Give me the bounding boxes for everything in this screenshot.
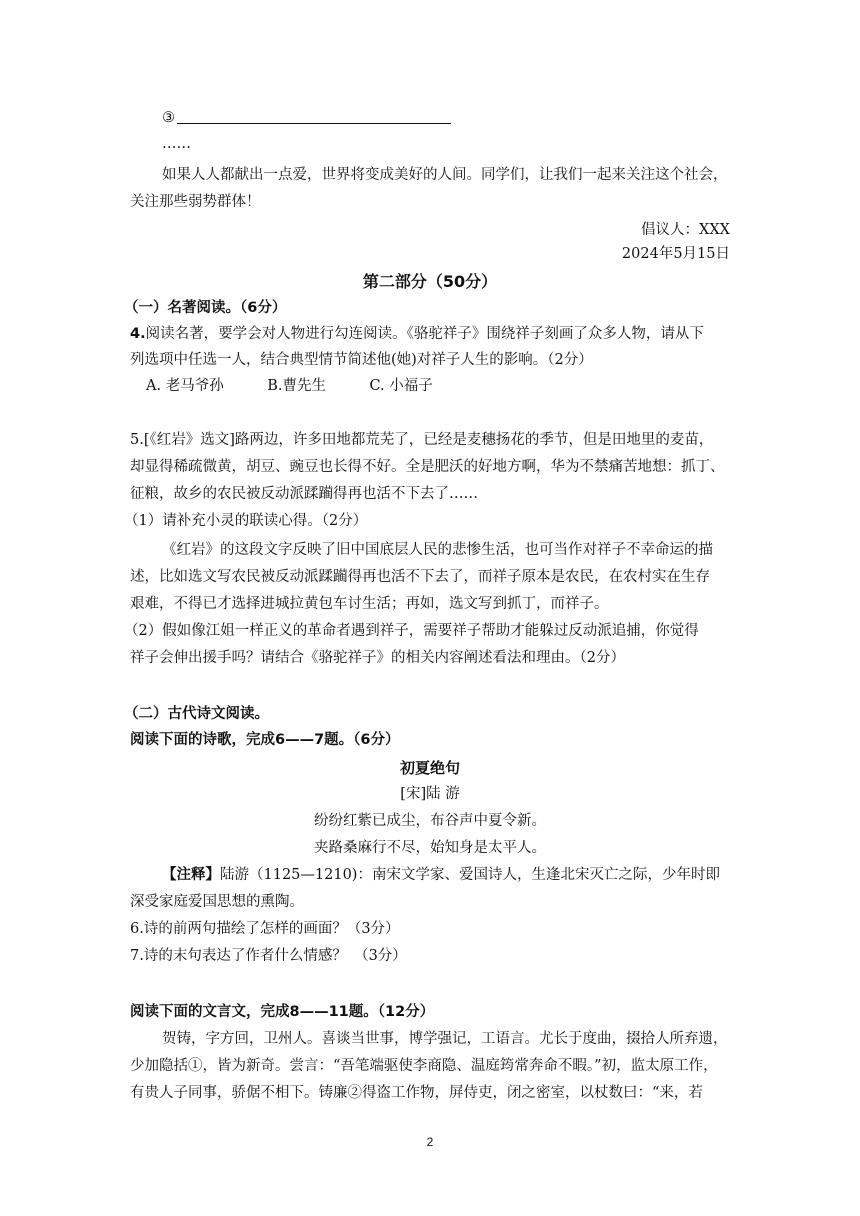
- poem-note-line: 深受家庭爱国思想的熏陶。: [130, 894, 304, 910]
- section-heading: （一）名著阅读。（6分）: [124, 300, 287, 316]
- paragraph-line: 如果人人都献出一点爱，世界将变成美好的人间。同学们，让我们一起来关注这个社会，: [162, 167, 728, 183]
- instruction: 阅读下面的诗歌，完成6——7题。（6分）: [130, 732, 400, 748]
- question-5-subquestion-1: （1）请补充小灵的联读心得。（2分）: [124, 513, 368, 529]
- question-4-options: A. 老马爷孙 B.曹先生 C. 小福子: [146, 378, 433, 394]
- classical-text-line: 贺铸，字方回，卫州人。喜谈当世事，博学强记，工语言。尤长于度曲，掇拾人所弃遗，: [162, 1031, 728, 1047]
- question-6: 6.诗的前两句描绘了怎样的画面？（3分）: [130, 921, 400, 937]
- item-marker: ③: [162, 110, 175, 126]
- note-text: 陆游（1125—1210)：南宋文学家、爱国诗人，生逢北宋灭亡之际，少年时即: [220, 867, 720, 883]
- question-5-line: 征粮，故乡的农民被反动派蹂躏得再也活不下去了……: [130, 486, 478, 502]
- instruction: 阅读下面的文言文，完成8——11题。（12分）: [130, 1004, 435, 1020]
- classical-text-line: 有贵人子同事，骄倨不相下。铸廉②得盗工作物，屏侍吏，闭之密室，以杖数曰：“来，若: [130, 1085, 703, 1101]
- poem-author: [宋]陆 游: [400, 786, 460, 802]
- proposer-signature: 倡议人：XXX: [641, 222, 730, 238]
- poem-line: 夹路桑麻行不尽，始知身是太平人。: [314, 840, 546, 856]
- proposal-date: 2024年5月15日: [621, 246, 730, 262]
- question-4-line: 列选项中任选一人，结合典型情节简述他(她)对祥子人生的影响。（2分）: [130, 352, 593, 368]
- paragraph-line: 关注那些弱势群体！: [130, 194, 261, 210]
- question-5-line: 5.[《红岩》选文]路两边，许多田地都荒芜了，已经是麦穗扬花的季节，但是田地里的麦苗，: [130, 432, 714, 448]
- part-heading: 第二部分（50分）: [362, 272, 498, 291]
- answer-line: 艰难，不得已才选择进城拉黄包车讨生活；再如，选文写到抓丁，而祥子。: [130, 596, 609, 612]
- answer-item-3: [162, 108, 451, 128]
- answer-line: 述，比如选文写农民被反动派蹂躏得再也活不下去了，而祥子原本是农民，在农村实在生存: [130, 569, 710, 585]
- question-5-subquestion-2: （2）假如像江姐一样正义的革命者遇到祥子，需要祥子帮助才能躲过反动派追捕，你觉得: [124, 623, 699, 639]
- section-heading: （二）古代诗文阅读。: [124, 706, 269, 722]
- poem-note: [162, 865, 720, 885]
- page-number: 2: [426, 1135, 434, 1149]
- question-4-line: [130, 324, 704, 344]
- classical-text-line: 少加隐括①，皆为新奇。尝言：“吾笔端驱使李商隐、温庭筠常奔命不暇。”初，监太原工作，: [130, 1058, 718, 1074]
- question-7: 7.诗的末句表达了作者什么情感？ （3分）: [130, 948, 407, 964]
- question-text: 阅读名著，要学会对人物进行勾连阅读。《骆驼祥子》围绕祥子刻画了众多人物，请从下: [145, 326, 704, 342]
- poem-title: 初夏绝句: [399, 759, 460, 777]
- question-number: 4.: [130, 326, 146, 342]
- poem-line: 纷纷红紫已成尘，布谷声中夏令新。: [314, 813, 546, 829]
- question-5-subquestion-2: 祥子会伸出援手吗？请结合《骆驼祥子》的相关内容阐述看法和理由。（2分）: [130, 650, 625, 666]
- note-label: 【注释】: [162, 867, 220, 883]
- question-5-line: 却显得稀疏微黄，胡豆、豌豆也长得不好。全是肥沃的好地方啊，华为不禁痛苦地想：抓丁、: [130, 459, 725, 475]
- answer-line: 《红岩》的这段文字反映了旧中国底层人民的悲惨生活，也可当作对祥子不幸命运的描: [162, 542, 713, 558]
- ellipsis: ……: [162, 136, 191, 152]
- answer-blank: [177, 109, 451, 124]
